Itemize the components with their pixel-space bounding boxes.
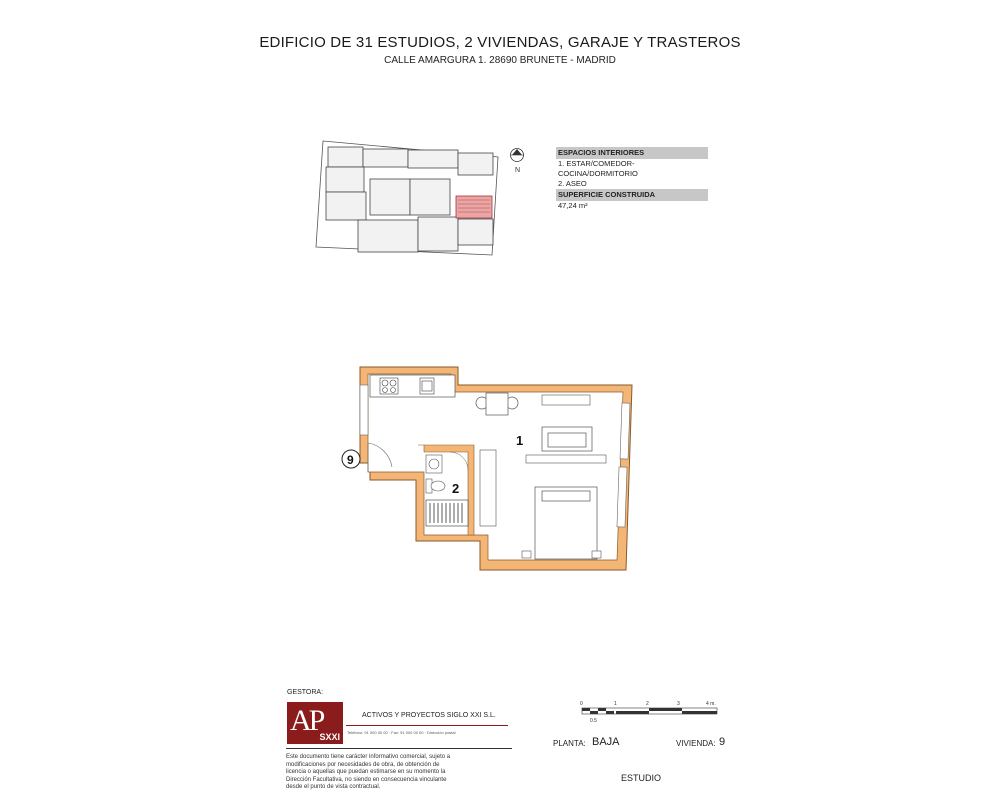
address: CALLE AMARGURA 1. 28690 BRUNETE - MADRID: [384, 55, 616, 66]
north-label: N: [515, 167, 521, 174]
sofa-table: [526, 455, 606, 463]
svg-text:2: 2: [646, 701, 649, 707]
svg-text:0.5: 0.5: [590, 718, 597, 724]
planta-value: BAJA: [592, 736, 620, 748]
washbasin-icon: [426, 455, 442, 473]
unit-type: ESTUDIO: [621, 773, 662, 783]
tv-unit: [542, 395, 590, 405]
company-details: Teléfono: 91 000 00 00 · Fax: 91 000 00 00 · Dirección postal: [347, 730, 456, 735]
wardrobe: [480, 450, 496, 526]
svg-text:4 m.: 4 m.: [706, 701, 716, 707]
company-name: ACTIVOS Y PROYECTOS SIGLO XXI S.L.: [362, 712, 496, 719]
scale-bar: [576, 698, 726, 726]
floor-plan: [330, 355, 650, 585]
room-number-1: 1: [516, 433, 524, 448]
svg-text:3: 3: [677, 701, 680, 707]
svg-text:9: 9: [347, 453, 354, 467]
vivienda-value: 9: [719, 736, 726, 748]
logo-sub: SXXI: [319, 732, 340, 742]
logo-letters: AP: [290, 704, 323, 737]
legend-item: 1. ESTAR/COMEDOR-COCINA/DORMITORIO: [558, 159, 638, 178]
bed-icon: [535, 487, 597, 559]
svg-text:0: 0: [580, 701, 583, 707]
legend-item: 2. ASEO: [558, 179, 587, 188]
room-number-2: 2: [452, 481, 460, 496]
door-number-badge: [342, 450, 360, 468]
legend-area-header: SUPERFICIE CONSTRUIDA: [556, 189, 708, 201]
page-title: EDIFICIO DE 31 ESTUDIOS, 2 VIVIENDAS, GARAJE Y TRASTEROS: [259, 34, 741, 51]
disclaimer: Este documento tiene carácter informativo comercial, sujeto a modificaciones por necesidades de obra, de obtención de licencia o aquellas que puedan estimarse en su momento la Dirección Facultativa, no siendo en consecuencia vinculante desde el punto de vista contractual.: [286, 754, 451, 790]
sofa-icon: [542, 427, 592, 451]
company-divider: [346, 725, 508, 726]
north-arrow-icon: [511, 149, 524, 162]
company-logo: [287, 702, 343, 744]
vivienda-label: VIVIENDA:: [676, 739, 716, 748]
legend-interiors-header: ESPACIOS INTERIORES: [556, 147, 708, 159]
gestora-label: GESTORA:: [287, 689, 324, 696]
area-value: 47,24 m²: [558, 201, 588, 210]
svg-text:1: 1: [614, 701, 617, 707]
site-plan: [310, 135, 540, 265]
footer-divider: [286, 748, 512, 749]
planta-label: PLANTA:: [553, 739, 586, 748]
shower-tray: [426, 500, 468, 526]
legend: [556, 147, 708, 211]
highlighted-unit: [456, 196, 492, 218]
